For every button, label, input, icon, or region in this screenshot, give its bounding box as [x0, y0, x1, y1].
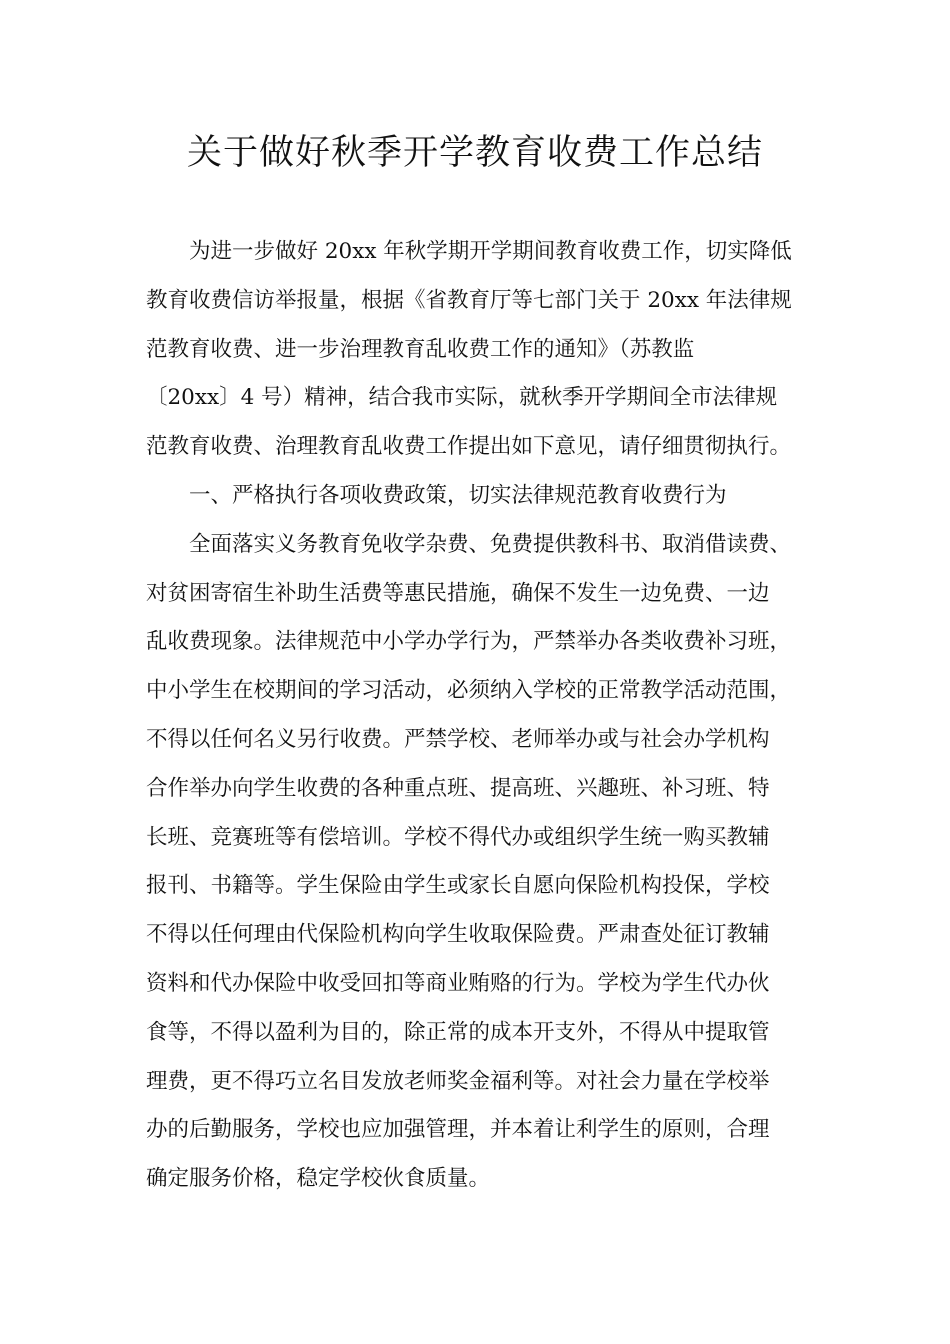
body-line: 报刊、书籍等。学生保险由学生或家长自愿向保险机构投保，学校 [146, 873, 770, 899]
body-line: 范教育收费、治理教育乱收费工作提出如下意见，请仔细贯彻执行。 [146, 434, 792, 460]
body-line: 不得以任何理由代保险机构向学生收取保险费。严肃查处征订教辅 [146, 922, 770, 948]
body-line: 乱收费现象。法律规范中小学办学行为，严禁举办各类收费补习班， [146, 629, 792, 655]
body-line: 合作举办向学生收费的各种重点班、提高班、兴趣班、补习班、特 [146, 775, 770, 801]
body-line: 长班、竞赛班等有偿培训。学校不得代办或组织学生统一购买教辅 [146, 824, 770, 850]
body-line: 教育收费信访举报量，根据《省教育厅等七部门关于 20xx 年法律规 [146, 287, 792, 313]
body-line: 全面落实义务教育免收学杂费、免费提供教科书、取消借读费、 [189, 531, 792, 557]
body-line: 食等，不得以盈利为目的，除正常的成本开支外，不得从中提取管 [146, 1019, 770, 1045]
body-line: 范教育收费、进一步治理教育乱收费工作的通知》（苏教监 [146, 336, 695, 362]
section-heading: 一、严格执行各项收费政策，切实法律规范教育收费行为 [189, 482, 727, 508]
body-line: 为进一步做好 20xx 年秋学期开学期间教育收费工作，切实降低 [189, 239, 792, 264]
body-line: 〔20xx〕4 号）精神，结合我市实际，就秋季开学期间全市法律规 [146, 385, 778, 411]
document-body [146, 228, 826, 1204]
body-line: 中小学生在校期间的学习活动，必须纳入学校的正常教学活动范围， [146, 678, 792, 704]
body-line: 理费，更不得巧立名目发放老师奖金福利等。对社会力量在学校举 [146, 1068, 770, 1094]
body-line: 不得以任何名义另行收费。严禁学校、老师举办或与社会办学机构 [146, 726, 770, 752]
body-line: 资料和代办保险中收受回扣等商业贿赂的行为。学校为学生代办伙 [146, 970, 770, 996]
body-line: 确定服务价格，稳定学校伙食质量。 [146, 1166, 491, 1192]
document-title: 关于做好秋季开学教育收费工作总结 [186, 133, 763, 173]
body-line: 办的后勤服务，学校也应加强管理，并本着让利学生的原则，合理 [146, 1117, 770, 1143]
body-line: 对贫困寄宿生补助生活费等惠民措施，确保不发生一边免费、一边 [146, 580, 770, 606]
